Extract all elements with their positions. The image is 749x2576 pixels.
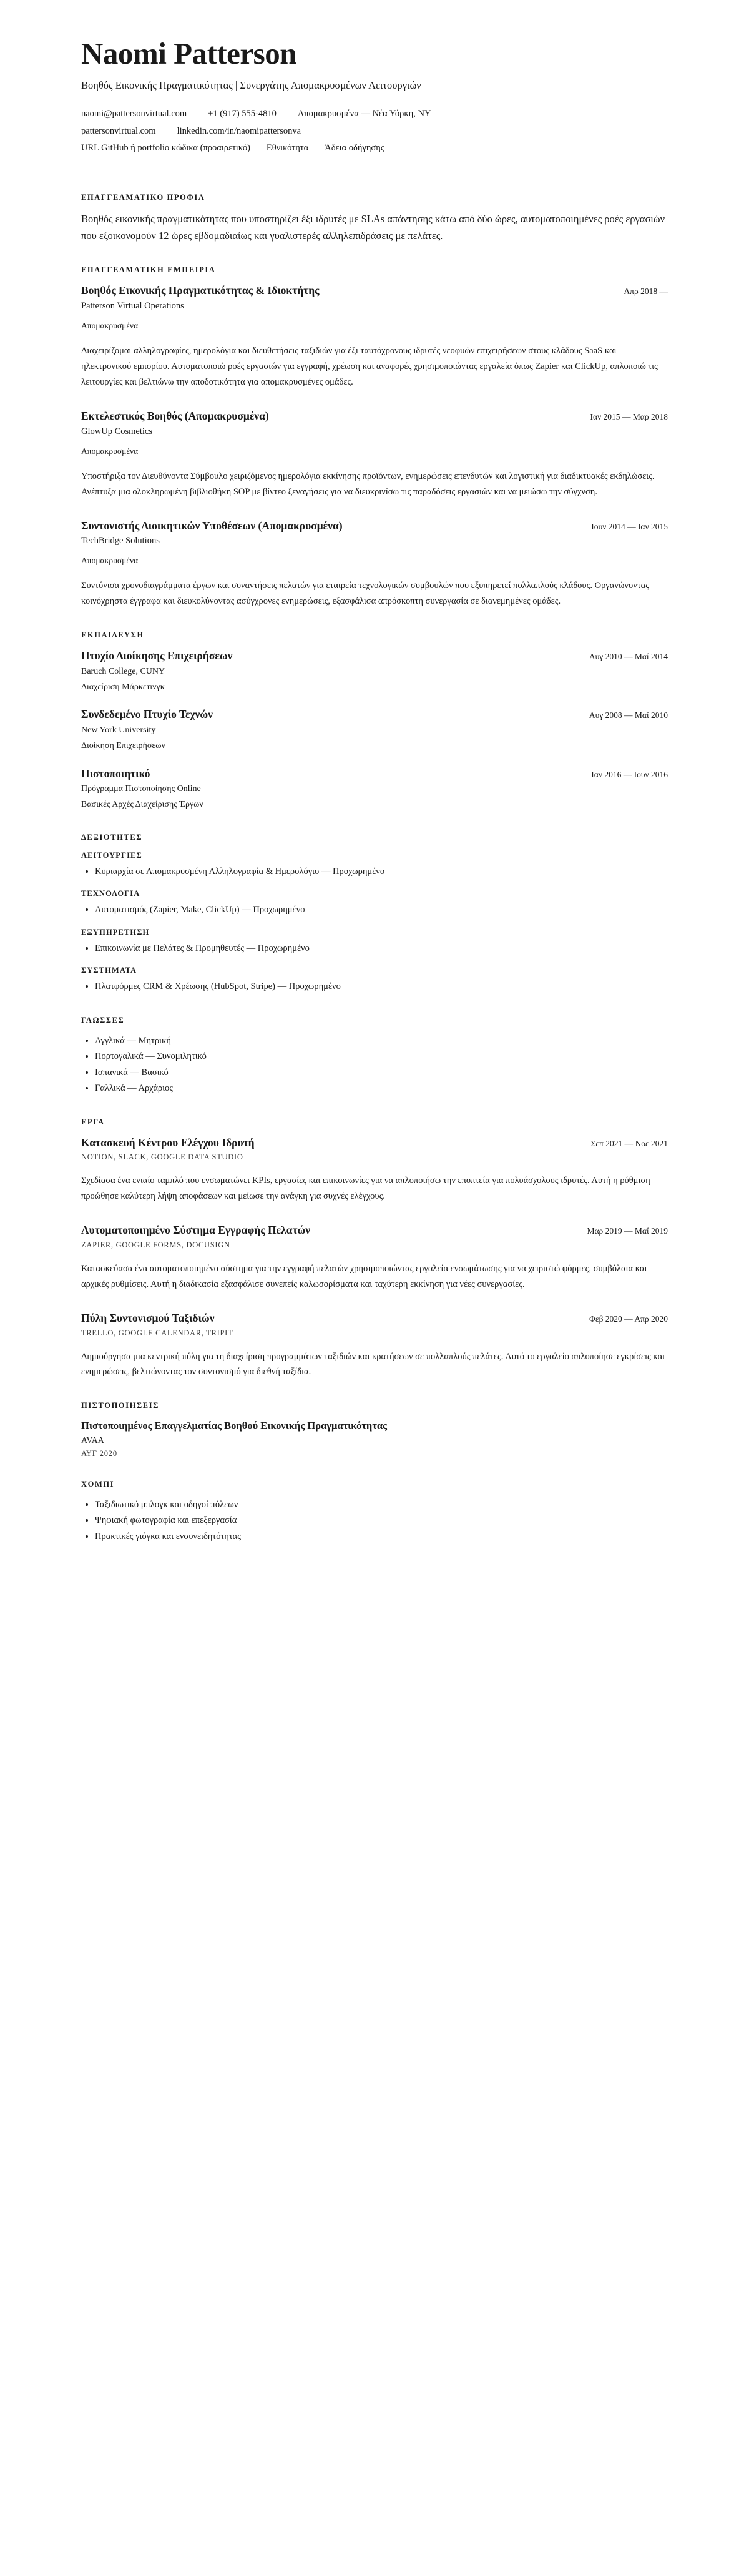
section-title-languages: ΓΛΩΣΣΕΣ (81, 1015, 125, 1025)
project-tools: ZAPIER, GOOGLE FORMS, DOCUSIGN (81, 1240, 230, 1249)
phone-text: +1 (917) 555-4810 (208, 109, 277, 119)
section-education (81, 631, 668, 811)
experience-job-title: Συντονιστής Διοικητικών Υποθέσεων (Απομακρυσμένα) (81, 519, 343, 532)
project-dates: Μαρ 2019 — Μαΐ 2019 (587, 1226, 668, 1236)
certification-issuer: AVAA (81, 1435, 104, 1445)
project-entry-head (81, 1136, 668, 1150)
project-entry-head (81, 1223, 668, 1237)
language-item: • Γαλλικά — Αρχάριος (95, 1081, 668, 1096)
section-hobbies (81, 1480, 668, 1544)
contact-row-3 (81, 140, 668, 157)
education-dates: Ιαν 2016 — Ιουν 2016 (591, 769, 668, 779)
project-tools: TRELLO, GOOGLE CALENDAR, TRIPIT (81, 1328, 233, 1337)
education-dates: Αυγ 2010 — Μαΐ 2014 (589, 652, 668, 662)
skill-group (81, 928, 668, 956)
experience-entry-head (81, 519, 668, 533)
experience-entry (81, 409, 668, 500)
experience-job-title: Εκτελεστικός Βοηθός (Απομακρυσμένα) (81, 410, 269, 422)
project-tools: NOTION, SLACK, GOOGLE DATA STUDIO (81, 1153, 243, 1162)
skill-group (81, 889, 668, 917)
driving-license-text: Άδεια οδήγησης (325, 143, 384, 154)
certification-name: Πιστοποιημένος Επαγγελματίας Βοηθού Εικονικής Πραγματικότητας (81, 1420, 387, 1432)
section-projects (81, 1118, 668, 1380)
project-entry-head (81, 1311, 668, 1325)
education-entry (81, 649, 668, 694)
experience-dates: Απρ 2018 — (624, 287, 668, 297)
location-text: Απομακρυσμένα — Νέα Υόρκη, NY (297, 109, 431, 119)
section-skills (81, 833, 668, 995)
language-list (81, 1034, 668, 1096)
section-title-skills: ΔΕΞΙΟΤΗΤΕΣ (81, 832, 143, 842)
experience-entry (81, 283, 668, 390)
project-title: Κατασκευή Κέντρου Ελέγχου Ιδρυτή (81, 1136, 255, 1149)
skill-category-label: ΣΥΣΤΗΜΑΤΑ (81, 966, 137, 975)
page-title: Naomi Patterson (81, 36, 296, 71)
skill-item: • Αυτοματισμός (Zapier, Make, ClickUp) — Προχωρημένο (95, 903, 668, 917)
skill-list (81, 980, 668, 994)
section-languages (81, 1016, 668, 1096)
education-degree: Πιστοποιητικό (81, 767, 150, 780)
contact-row-2 (81, 123, 668, 140)
education-field: Βασικές Αρχές Διαχείρισης Έργων (81, 799, 203, 809)
skill-list (81, 903, 668, 917)
project-title: Πύλη Συντονισμού Ταξιδιών (81, 1311, 215, 1324)
experience-location: Απομακρυσμένα (81, 446, 139, 456)
skill-item: • Κυριαρχία σε Απομακρυσμένη Αλληλογραφία & Ημερολόγιο — Προχωρημένο (95, 865, 668, 879)
education-school: New York University (81, 725, 156, 735)
skill-item: • Πλατφόρμες CRM & Χρέωσης (HubSpot, Stripe) — Προχωρημένο (95, 980, 668, 994)
skill-list (81, 941, 668, 956)
language-item: • Αγγλικά — Μητρική (95, 1034, 668, 1048)
hobby-item: • Πρακτικές γιόγκα και ενσυνειδητότητας (95, 1530, 668, 1544)
portfolio-url-text: URL GitHub ή portfolio κώδικα (προαιρετικό) (81, 143, 250, 154)
hobby-list (81, 1498, 668, 1544)
section-title-hobbies: ΧΟΜΠΙ (81, 1479, 115, 1488)
section-title-projects: ΕΡΓΑ (81, 1117, 105, 1126)
hobby-item: • Ψηφιακή φωτογραφία και επεξεργασία (95, 1513, 668, 1528)
project-dates: Σεπ 2021 — Νοε 2021 (590, 1138, 668, 1148)
skill-category-label: ΕΞΥΠΗΡΕΤΗΣΗ (81, 927, 150, 937)
language-item: • Πορτογαλικά — Συνομιλητικό (95, 1050, 668, 1064)
experience-company: TechBridge Solutions (81, 536, 160, 546)
section-experience (81, 265, 668, 609)
education-entry-head (81, 767, 668, 781)
education-dates: Αυγ 2008 — Μαΐ 2010 (589, 710, 668, 720)
skill-list (81, 865, 668, 879)
section-title-certifications: ΠΙΣΤΟΠΟΙΗΣΕΙΣ (81, 1401, 159, 1410)
education-school: Πρόγραμμα Πιστοποίησης Online (81, 784, 201, 794)
experience-dates: Ιαν 2015 — Μαρ 2018 (590, 412, 668, 421)
contact-row-1 (81, 106, 668, 123)
education-entry-head (81, 649, 668, 663)
skill-group (81, 966, 668, 994)
experience-company: GlowUp Cosmetics (81, 426, 152, 436)
education-field: Διοίκηση Επιχειρήσεων (81, 740, 165, 750)
education-entry-head (81, 707, 668, 722)
section-certifications (81, 1401, 668, 1458)
resume-header (81, 37, 668, 174)
nationality-text: Εθνικότητα (266, 143, 309, 154)
project-description: Κατασκεύασα ένα αυτοματοποιημένο σύστημα για την εγγραφή πελατών χρησιμοποιώντας εργαλεία ενσωμάτωσης για να χειριστώ φόρμες, συμβόλαια και αρχικές ρυθμίσεις. Αυτή η διαδικασία εξασφάλισε συνεπείς καλωσορίσματα και ταχύτερη εκκίνηση για νέες συνεργασίες. (81, 1263, 647, 1289)
experience-location: Απομακρυσμένα (81, 556, 139, 566)
skill-item: • Επικοινωνία με Πελάτες & Προμηθευτές — Προχωρημένο (95, 941, 668, 956)
skill-group (81, 851, 668, 879)
project-description: Σχεδίασα ένα ενιαίο ταμπλό που ενσωματώνει KPIs, εργασίες και επικοινωνίες για να απλοποιήσω την εποπτεία για πολυάσχολους ιδρυτές. Αυτή η ρύθμιση προώθησε καλύτερη λήψη αποφάσεων και μείωσε την ανάγκη για συχνές ελέγχους. (81, 1176, 650, 1202)
experience-dates: Ιουν 2014 — Ιαν 2015 (591, 521, 668, 531)
professional-headline: Βοηθός Εικονικής Πραγματικότητας | Συνεργάτης Απομακρυσμένων Λειτουργιών (81, 79, 421, 92)
certification-entry (81, 1419, 668, 1458)
experience-description: Υποστήριξα τον Διευθύνοντα Σύμβουλο χειριζόμενος ημερολόγια εκκίνησης προϊόντων, ενημερώσεις επενδυτών και λογιστική για διαδικτυακές εκδηλώσεις. Ανέπτυξα μια ολοκληρωμένη βιβλιοθήκη SOP με βίντεο ξεναγήσεις για να διευκρινίσω τις παραδόσεις εργασιών και να μειώσω την σύγχνση. (81, 471, 655, 497)
project-description: Δημιούργησα μια κεντρική πύλη για τη διαχείριση προγραμμάτων ταξιδιών και κρατήσεων σε πολλαπλούς πελάτες. Αυτό το εργαλείο απλοποίησε εγκρίσεις και ενημερώσεις, βελτιώνοντας τον συντονισμό για διεθνή ταξίδια. (81, 1351, 665, 1377)
section-title-experience: ΕΠΑΓΓΕΛΜΑΤΙΚΗ ΕΜΠΕΙΡΙΑ (81, 265, 216, 275)
education-field: Διαχείριση Μάρκετινγκ (81, 682, 165, 692)
experience-description: Διαχειρίζομαι αλληλογραφίες, ημερολόγια και διευθετήσεις ταξιδιών για έξι ταυτόχρονους ιδρυτές νεοφυών επιχειρήσεων στους κλάδους SaaS και ηλεκτρονικού εμπορίου. Αυτοματοποιώ ροές εργασιών για εγγραφή, χρέωση και αναφορές χρησιμοποιώντας εργαλεία όπως Zapier και ClickUp, απλοποιώ τις λειτουργίες και βελτιώνω την αποδοτικότητα για απομακρυσμένες ομάδες. (81, 346, 658, 388)
skill-category-label: ΤΕΧΝΟΛΟΓΙΑ (81, 889, 140, 898)
experience-job-title: Βοηθός Εικονικής Πραγματικότητας & Ιδιοκτήτης (81, 284, 320, 297)
email-text: naomi@pattersonvirtual.com (81, 109, 187, 119)
project-title: Αυτοματοποιημένο Σύστημα Εγγραφής Πελατών (81, 1224, 311, 1237)
certification-date: ΑΥΓ 2020 (81, 1448, 117, 1458)
section-title-summary: ΕΠΑΓΓΕΛΜΑΤΙΚΟ ΠΡΟΦΙΛ (81, 193, 205, 202)
education-entry (81, 707, 668, 752)
education-degree: Συνδεδεμένο Πτυχίο Τεχνών (81, 708, 213, 721)
project-dates: Φεβ 2020 — Απρ 2020 (589, 1314, 668, 1324)
language-item: • Ισπανικά — Βασικό (95, 1066, 668, 1080)
hobby-item: • Ταξιδιωτικό μπλογκ και οδηγοί πόλεων (95, 1498, 668, 1512)
experience-description: Συντόνισα χρονοδιαγράμματα έργων και συναντήσεις πελατών για εταιρεία τεχνολογικών συμβουλών που εξυπηρετεί πολλαπλούς κλάδους. Οργανώνοντας κοινόχρηστα έγγραφα και διευκολύνοντας ασύγχρονες ενημερώσεις, εξασφάλισα απρόσκοπτη συνεργασία σε διανεμημένες ομάδες. (81, 581, 649, 607)
linkedin-link[interactable]: linkedin.com/in/naomipattersonva (177, 125, 301, 136)
website-link[interactable]: pattersonvirtual.com (81, 125, 156, 136)
project-entry (81, 1223, 668, 1292)
experience-entry-head (81, 283, 668, 298)
summary-text: Βοηθός εικονικής πραγματικότητας που υποστηρίζει έξι ιδρυτές με SLAs απάντησης κάτω από δύο ώρες, αυτοματοποιημένες ροές εργασιών που εξοικονομούν 12 ώρες εβδομαδιαίως και γυαλιστερές αλληλεπιδράσεις με πελάτες. (81, 213, 665, 242)
experience-entry-head (81, 409, 668, 423)
experience-location: Απομακρυσμένα (81, 320, 139, 330)
section-summary (81, 193, 668, 244)
skill-category-label: ΛΕΙΤΟΥΡΓΙΕΣ (81, 850, 142, 860)
education-school: Baruch College, CUNY (81, 667, 165, 676)
education-entry (81, 767, 668, 812)
education-degree: Πτυχίο Διοίκησης Επιχειρήσεων (81, 649, 233, 662)
experience-company: Patterson Virtual Operations (81, 301, 184, 312)
project-entry (81, 1311, 668, 1380)
section-title-education: ΕΚΠΑΙΔΕΥΣΗ (81, 631, 144, 640)
project-entry (81, 1136, 668, 1205)
experience-entry (81, 519, 668, 610)
